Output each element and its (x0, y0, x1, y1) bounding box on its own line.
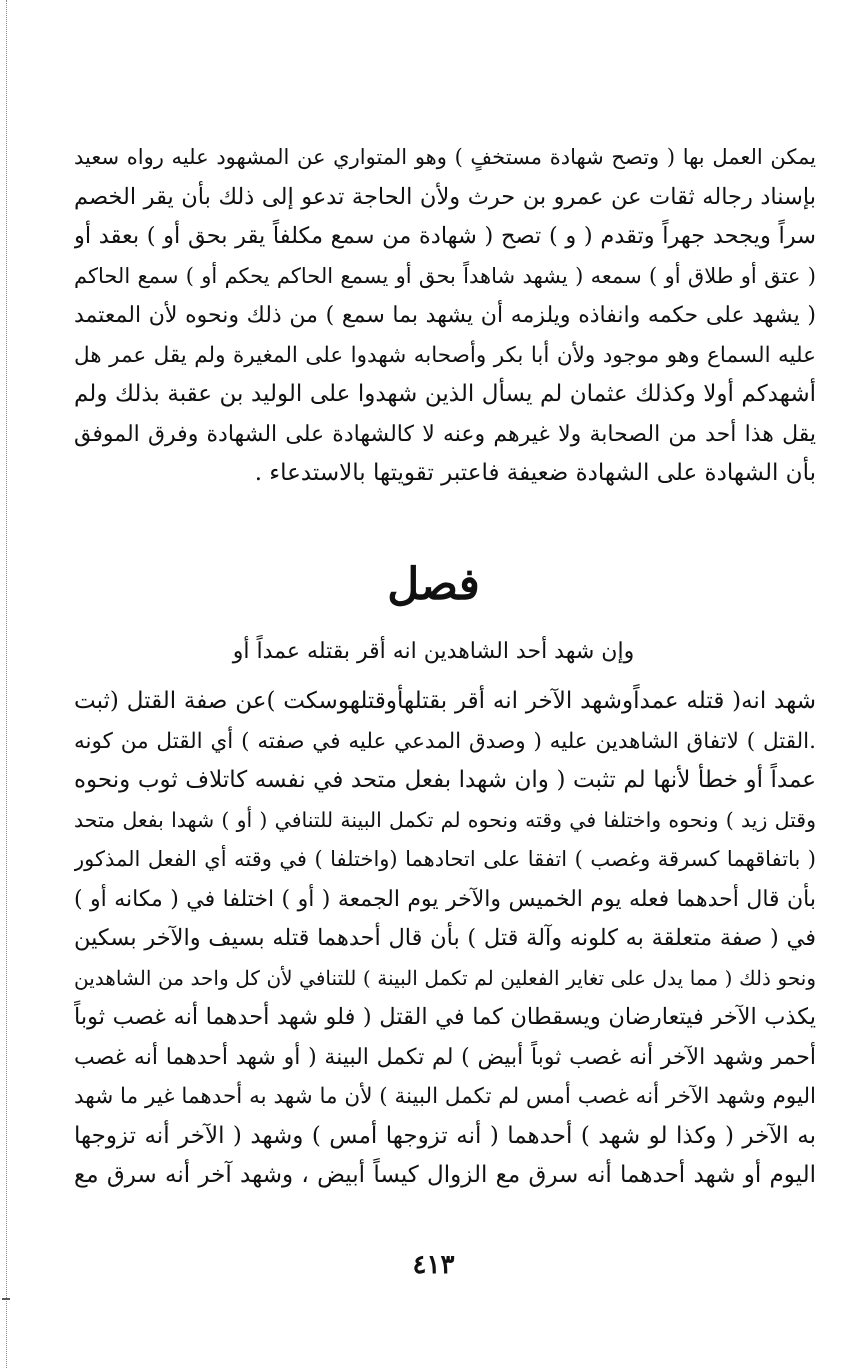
text-line: يقل هذا أحد من الصحابة ولا غيرهم وعنه لا كالشهادة على الشهادة وفرق الموفق (74, 421, 816, 447)
paragraph-conflicting-witnesses (74, 682, 816, 1196)
paragraph-testimony-hidden-witness (74, 138, 816, 494)
page-edge-line (6, 0, 7, 1368)
text-line: شهد انه( قتله عمداًوشهد الآخر انه أقر بقتلهأوقتلهوسكت )عن صفة القتل (ثبت (74, 688, 816, 714)
section-subtitle: وإن شهد أحد الشاهدين انه أقر بقتله عمداً أو (232, 639, 635, 664)
section-heading: فصل (387, 559, 480, 610)
page-edge-mark (2, 1298, 10, 1300)
text-line: وقتل زيد ) ونحوه واختلفا في وقته ونحوه لم تكمل البينة للتنافي ( أو ) شهدا بفعل متحد (74, 807, 816, 832)
text-line: أشهدكم أولا وكذلك عثمان لم يسأل الذين شهدوا على الوليد بن عقبة بذلك ولم (74, 381, 816, 407)
text-line: بأن الشهادة على الشهادة ضعيفة فاعتبر تقويتها بالاستدعاء . (254, 460, 816, 486)
text-line: يكذب الآخر فيتعارضان ويسقطان كما في القتل ( فلو شهد أحدهما أنه غصب ثوباً (74, 1004, 816, 1030)
text-line: بأن قال أحدهما فعله يوم الخميس والآخر يوم الجمعة ( أو ) اختلفا في ( مكانه أو ) (74, 886, 816, 912)
text-line: عمداً أو خطأ لأنها لم تثبت ( وان شهدا بفعل متحد في نفسه كاتلاف ثوب ونحوه (74, 767, 816, 793)
text-line: يمكن العمل بها ( وتصح شهادة مستخفٍ ) وهو المتواري عن المشهود عليه رواه سعيد (74, 145, 816, 169)
text-line: سراً ويجحد جهراً وتقدم ( و ) تصح ( شهادة من سمع مكلفاً يقر بحق أو ) بعقد أو (74, 223, 816, 249)
text-line: ( باتفاقهما كسرقة وغصب ) اتفقا على اتحادهما (واختلفا ) في وقته أي الفعل المذكور (74, 847, 816, 871)
text-line: في ( صفة متعلقة به كلونه وآلة قتل ) بأن قال أحدهما قتله بسيف والآخر بسكين (74, 925, 816, 951)
text-line: اليوم وشهد الآخر أنه غصب أمس لم تكمل البينة ) لأن ما شهد به أحدهما غير ما شهد (74, 1084, 816, 1109)
page-number: ٤١٣ (412, 1250, 455, 1280)
text-line: به الآخر ( وكذا لو شهد ) أحدهما ( أنه تزوجها أمس ) وشهد ( الآخر أنه تزوجها (74, 1122, 816, 1149)
text-line: .القتل ) لاتفاق الشاهدين عليه ( وصدق المدعي عليه في صفته ) أي القتل من كونه (74, 728, 816, 754)
text-line: ( يشهد على حكمه وانفاذه ويلزمه أن يشهد بما سمع ) من ذلك ونحوه لأن المعتمد (74, 303, 816, 328)
text-line: ( عتق أو طلاق أو ) سمعه ( يشهد شاهداً بحق أو يسمع الحاكم يحكم أو ) سمع الحاكم (74, 263, 816, 288)
text-line: أحمر وشهد الآخر أنه غصب ثوباً أبيض ) لم تكمل البينة ( أو شهد أحدهما أنه غصب (74, 1044, 816, 1070)
text-line: اليوم أو شهد أحدهما أنه سرق مع الزوال كيساً أبيض ، وشهد آخر أنه سرق مع (74, 1162, 816, 1188)
text-line: عليه السماع وهو موجود ولأن أبا بكر وأصحابه شهدوا على المغيرة ولم يقل عمر هل (74, 342, 816, 368)
text-line: ونحو ذلك ( مما يدل على تغاير الفعلين لم تكمل البينة ) للتنافي لأن كل واحد من الشاهدين (74, 965, 816, 990)
text-line: بإسناد رجاله ثقات عن عمرو بن حرث ولأن الحاجة تدعو إلى ذلك بأن يقر الخصم (74, 183, 816, 210)
